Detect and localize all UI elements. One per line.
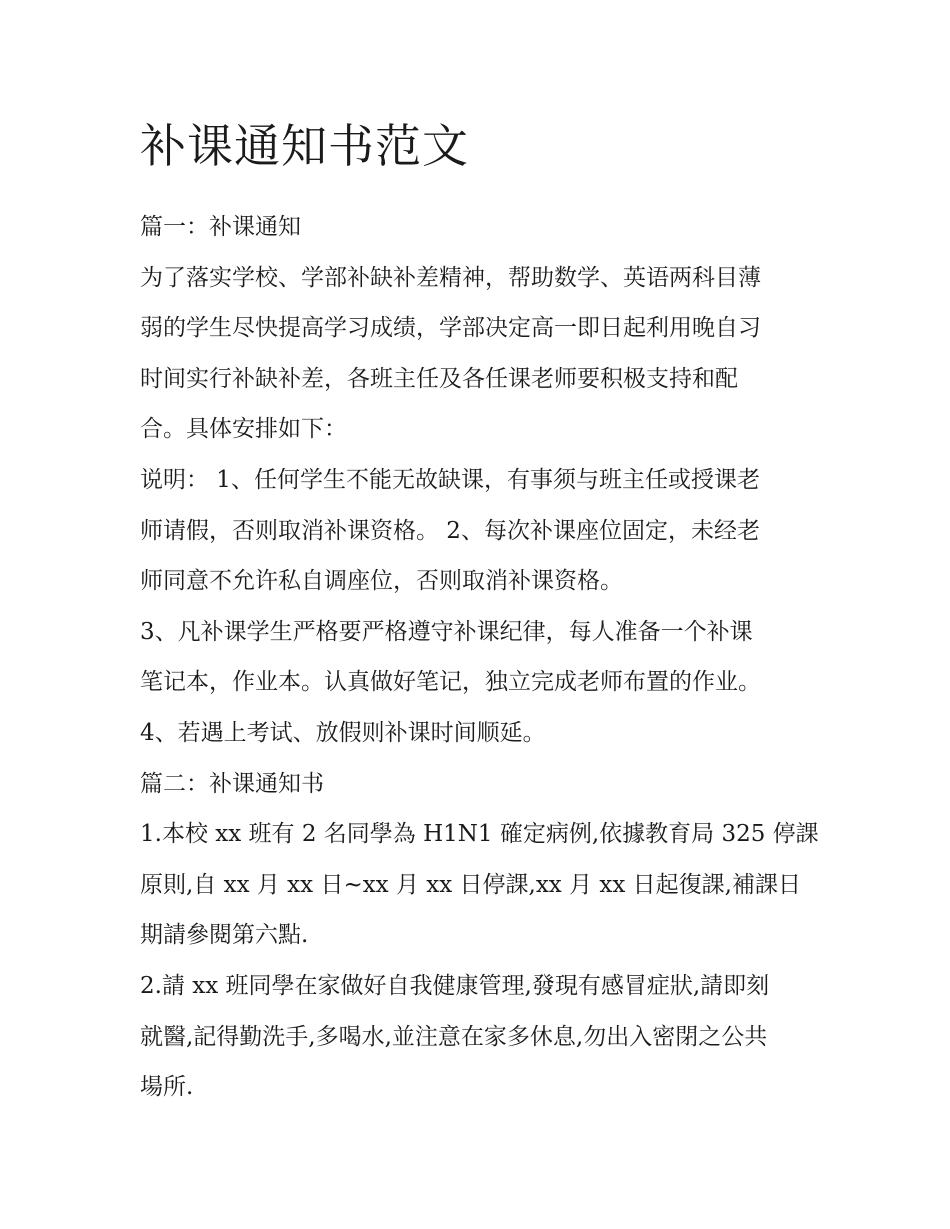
paragraph-line: 合。具体安排如下： (140, 416, 347, 443)
paragraph-line: 师同意不允许私自调座位，否则取消补课资格。 (140, 568, 623, 595)
paragraph-line: 原則,自 xx 月 xx 日~xx 月 xx 日停課,xx 月 xx 日起復課,補課日 (140, 871, 801, 898)
document-body (140, 202, 820, 1113)
paragraph-line: 3、凡补课学生严格要严格遵守补课纪律，每人准备一个补课 (140, 618, 753, 645)
section-heading-1: 篇一：补课通知 (140, 214, 301, 240)
paragraph-line: 时间实行补缺补差，各班主任及各任课老师要积极支持和配 (140, 365, 738, 392)
paragraph-line: 期請參閱第六點. (140, 922, 309, 949)
paragraph-line: 说明： 1、任何学生不能无故缺课，有事须与班主任或授课老 (140, 466, 760, 493)
paragraph-line: 就醫,記得勤洗手,多喝水,並注意在家多休息,勿出入密閉之公共 (140, 1023, 768, 1050)
paragraph-line: 2.請 xx 班同學在家做好自我健康管理,發現有感冒症狀,請即刻 (140, 972, 770, 999)
paragraph-line: 为了落实学校、学部补缺补差精神，帮助数学、英语两科目薄 (140, 264, 761, 291)
section-heading-2: 篇二：补课通知书 (140, 770, 324, 797)
paragraph-line: 1.本校 xx 班有 2 名同學為 H1N1 確定病例,依據教育局 325 停課 (140, 821, 819, 848)
paragraph-line: 师请假，否则取消补课资格。 2、每次补课座位固定，未经老 (140, 517, 760, 544)
paragraph-line: 弱的学生尽快提高学习成绩，学部决定高一即日起利用晚自习 (140, 315, 761, 342)
paragraph-line: 笔记本，作业本。认真做好笔记，独立完成老师布置的作业。 (140, 669, 761, 696)
document-title: 补课通知书范文 (140, 119, 469, 173)
paragraph-line: 4、若遇上考试、放假则补课时间顺延。 (140, 719, 546, 746)
paragraph-line: 場所. (140, 1074, 194, 1101)
